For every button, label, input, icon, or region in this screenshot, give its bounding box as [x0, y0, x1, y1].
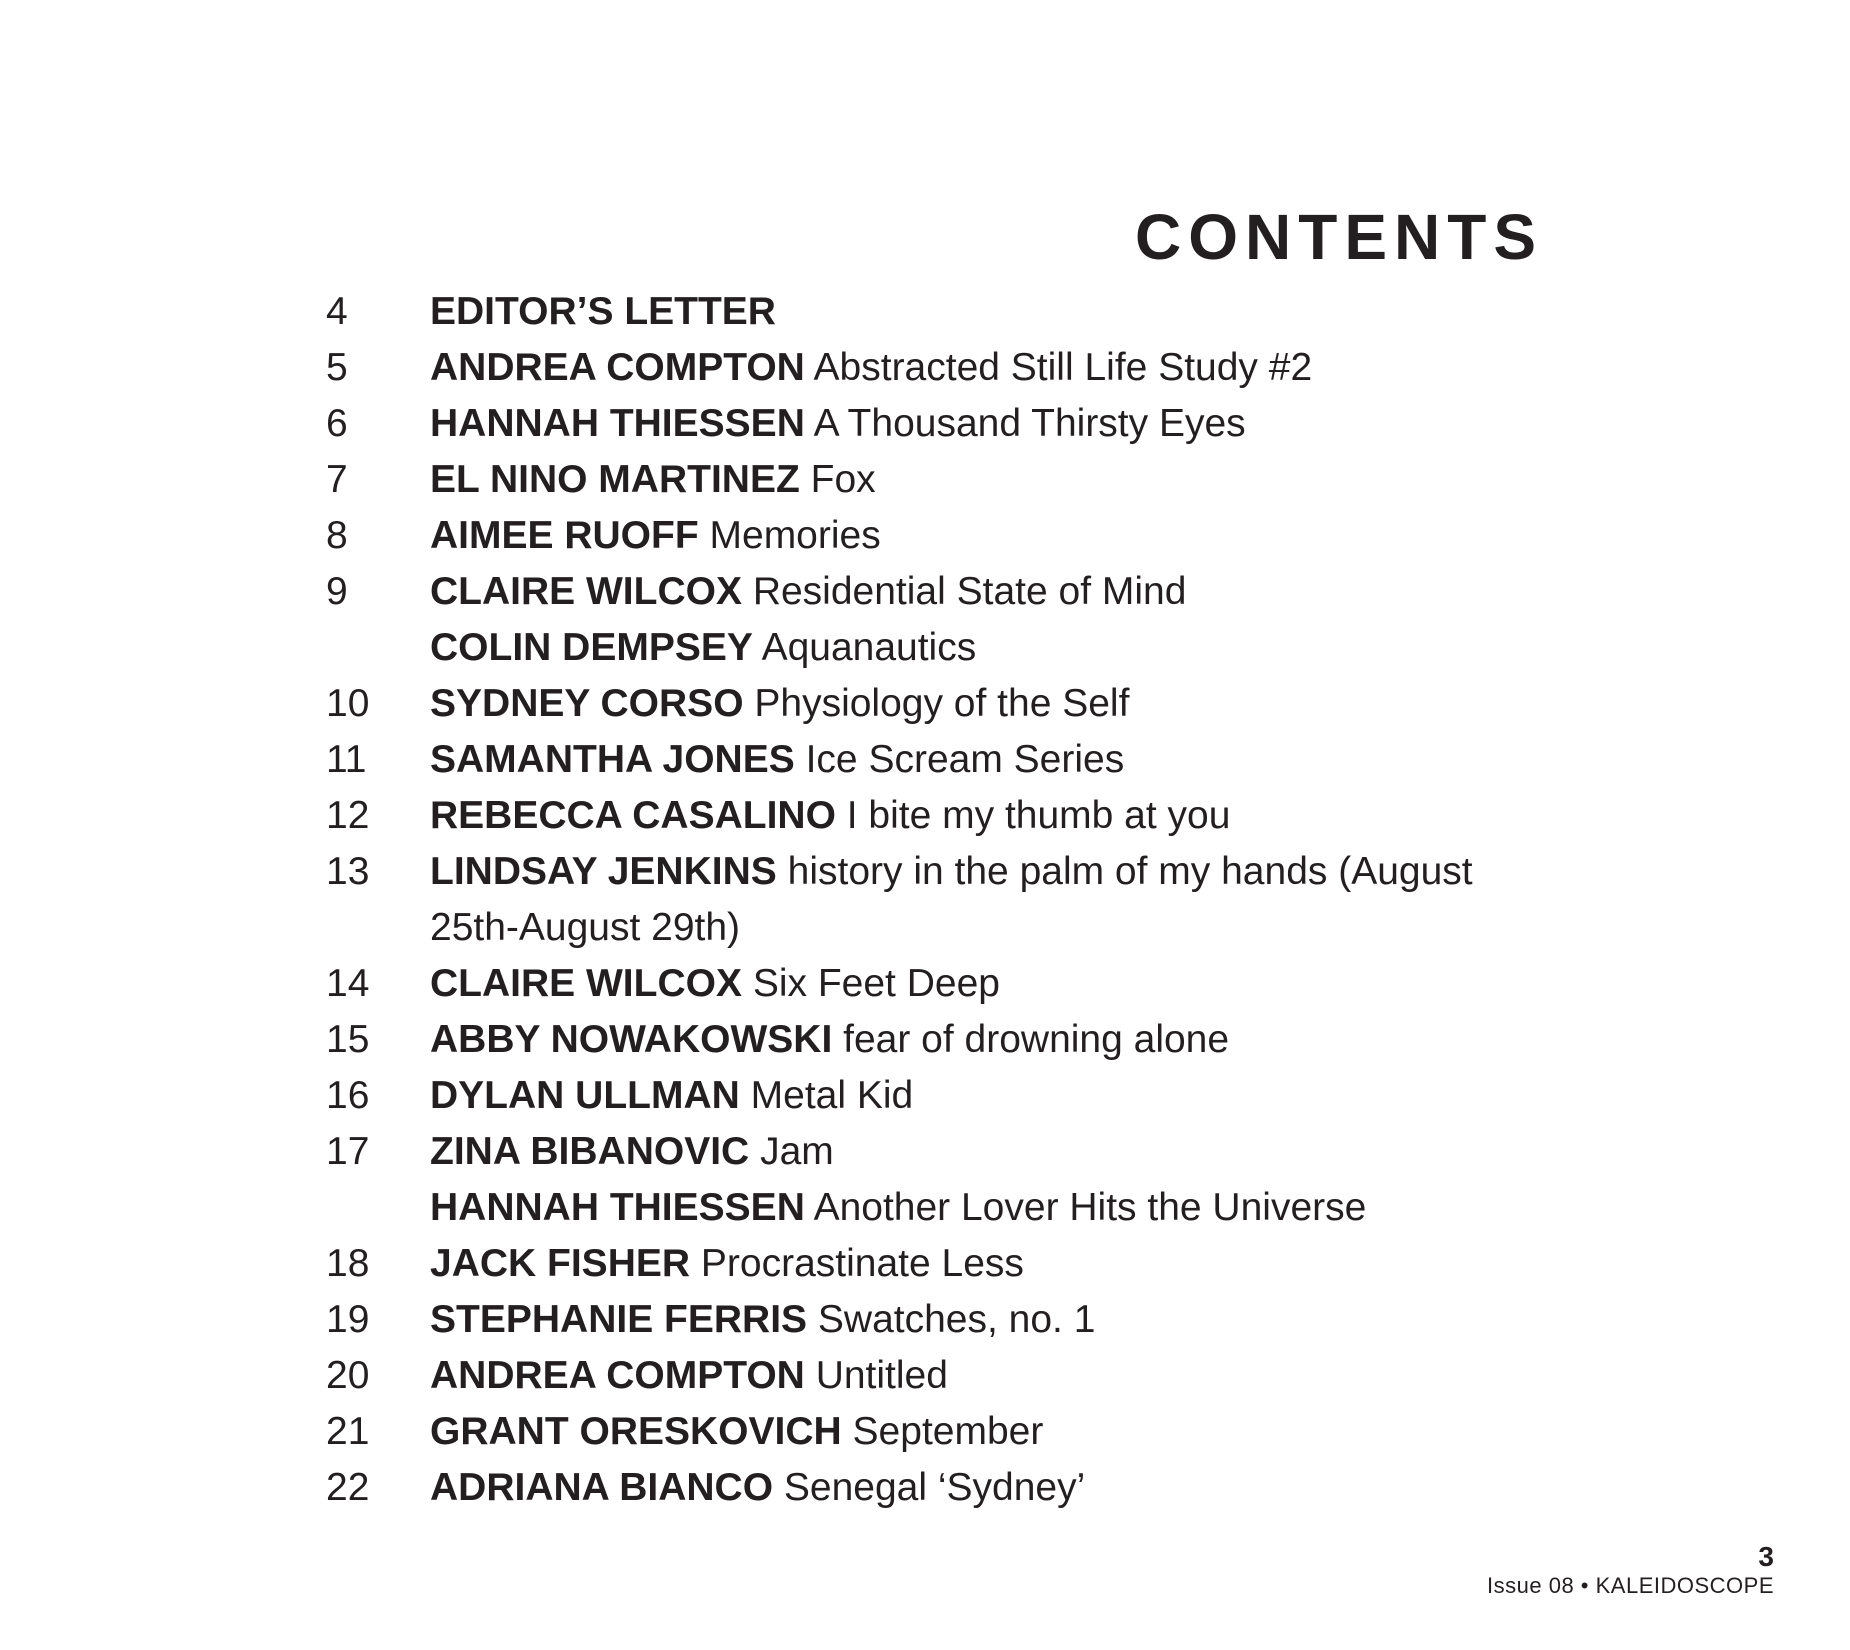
toc-entry [326, 1404, 1566, 1460]
toc-entry [326, 956, 1566, 1012]
toc-work-title: Jam [760, 1130, 834, 1173]
toc-page-number: 7 [326, 458, 348, 501]
toc-entry [326, 1124, 1566, 1180]
toc-work-title: history in the palm of my hands (August 25th-August 29th) [430, 850, 1473, 949]
toc-entry [326, 1460, 1566, 1516]
toc-page-number: 10 [326, 682, 370, 725]
toc-entry [326, 844, 1566, 956]
toc-artist: SAMANTHA JONES [430, 738, 795, 781]
toc-entry [326, 620, 1566, 676]
toc-artist: STEPHANIE FERRIS [430, 1298, 808, 1341]
footer-page-number: 3 [1758, 1541, 1774, 1572]
toc-work-title: Abstracted Still Life Study #2 [813, 346, 1313, 389]
toc-work-title: Physiology of the Self [754, 682, 1130, 725]
toc-entry [326, 732, 1566, 788]
toc-entry [326, 508, 1566, 564]
toc-entry [326, 452, 1566, 508]
toc-page-number: 11 [326, 738, 367, 781]
toc-page-number: 4 [326, 290, 348, 333]
toc-page-number: 8 [326, 514, 348, 557]
toc-artist: GRANT ORESKOVICH [430, 1410, 842, 1453]
toc-page-number: 22 [326, 1466, 370, 1509]
toc-entry [326, 676, 1566, 732]
toc-artist: REBECCA CASALINO [430, 794, 836, 837]
toc-work-title: fear of drowning alone [843, 1018, 1230, 1061]
toc-artist: HANNAH THIESSEN [430, 402, 805, 445]
toc-work-title: Memories [709, 514, 881, 557]
toc-artist: COLIN DEMPSEY [430, 626, 753, 669]
toc-artist: SYDNEY CORSO [430, 682, 744, 725]
footer-issue-label: Issue 08 • KALEIDOSCOPE [1487, 1573, 1774, 1598]
toc-artist: HANNAH THIESSEN [430, 1186, 805, 1229]
toc-entry [326, 564, 1566, 620]
toc-page-number: 5 [326, 346, 348, 389]
toc-work-title: Aquanautics [761, 626, 977, 669]
toc-entry [326, 396, 1566, 452]
toc-work-title: Swatches, no. 1 [817, 1298, 1096, 1341]
toc-artist: EDITOR’S LETTER [430, 290, 776, 333]
toc-artist: ZINA BIBANOVIC [430, 1130, 750, 1173]
table-of-contents [326, 284, 1566, 1516]
toc-entry [326, 1012, 1566, 1068]
toc-work-title: September [852, 1410, 1044, 1453]
toc-artist: ABBY NOWAKOWSKI [430, 1018, 833, 1061]
toc-page-number: 19 [326, 1298, 370, 1341]
toc-page-number: 20 [326, 1354, 370, 1397]
page-footer [1487, 1542, 1774, 1600]
toc-artist: DYLAN ULLMAN [430, 1074, 740, 1117]
toc-entry [326, 1292, 1566, 1348]
toc-page-number: 6 [326, 402, 348, 445]
toc-work-title: Six Feet Deep [752, 962, 1000, 1005]
toc-artist: CLAIRE WILCOX [430, 962, 742, 1005]
toc-artist: EL NINO MARTINEZ [430, 458, 800, 501]
toc-artist: CLAIRE WILCOX [430, 570, 742, 613]
toc-artist: AIMEE RUOFF [430, 514, 699, 557]
toc-work-title: Another Lover Hits the Universe [813, 1186, 1367, 1229]
toc-page-number: 16 [326, 1074, 370, 1117]
toc-artist: LINDSAY JENKINS [430, 850, 777, 893]
toc-page-number: 9 [326, 570, 348, 613]
page-title: CONTENTS [1135, 201, 1543, 273]
toc-work-title: Metal Kid [750, 1074, 914, 1117]
toc-work-title: I bite my thumb at you [846, 794, 1231, 837]
toc-entry [326, 284, 1566, 340]
toc-artist: ANDREA COMPTON [430, 346, 805, 389]
toc-artist: JACK FISHER [430, 1242, 691, 1285]
toc-work-title: A Thousand Thirsty Eyes [813, 402, 1246, 445]
toc-page-number: 13 [326, 850, 370, 893]
toc-work-title: Procrastinate Less [700, 1242, 1024, 1285]
toc-entry [326, 340, 1566, 396]
toc-work-title: Fox [810, 458, 876, 501]
toc-page-number: 21 [326, 1410, 370, 1453]
toc-work-title: Senegal ‘Sydney’ [783, 1466, 1086, 1509]
toc-work-title: Untitled [815, 1354, 948, 1397]
toc-page-number: 15 [326, 1018, 370, 1061]
toc-page-number: 14 [326, 962, 370, 1005]
toc-work-title: Residential State of Mind [752, 570, 1187, 613]
toc-entry [326, 1180, 1566, 1236]
toc-artist: ADRIANA BIANCO [430, 1466, 774, 1509]
toc-entry [326, 1068, 1566, 1124]
toc-entry [326, 1236, 1566, 1292]
toc-page-number: 18 [326, 1242, 370, 1285]
toc-artist: ANDREA COMPTON [430, 1354, 805, 1397]
toc-entry [326, 788, 1566, 844]
toc-entry [326, 1348, 1566, 1404]
toc-work-title: Ice Scream Series [805, 738, 1125, 781]
toc-page-number: 12 [326, 794, 370, 837]
toc-page-number: 17 [326, 1130, 370, 1173]
